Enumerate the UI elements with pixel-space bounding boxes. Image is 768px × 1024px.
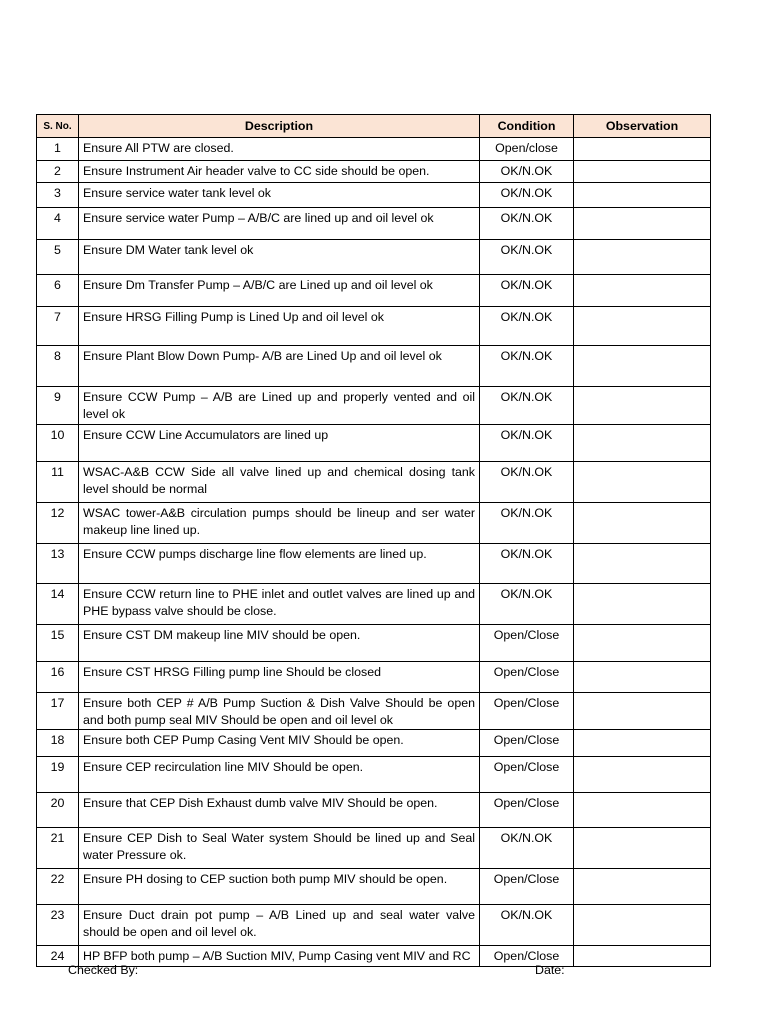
row-sno: 11 [37,462,79,503]
row-sno: 18 [37,730,79,757]
row-observation[interactable] [574,693,711,730]
table-row [37,346,711,387]
row-description: Ensure HRSG Filling Pump is Lined Up and oil level ok [79,307,480,346]
row-condition: OK/N.OK [480,275,574,307]
row-sno: 22 [37,869,79,905]
row-sno: 3 [37,183,79,208]
table-row [37,793,711,828]
row-observation[interactable] [574,869,711,905]
row-condition: OK/N.OK [480,544,574,584]
row-sno: 7 [37,307,79,346]
row-observation[interactable] [574,946,711,967]
row-sno: 4 [37,208,79,240]
row-description: WSAC tower-A&B circulation pumps should be lineup and ser water makeup line lined up. [79,503,480,544]
row-sno: 13 [37,544,79,584]
table-row [37,161,711,183]
row-description: Ensure CCW Pump – A/B are Lined up and properly vented and oil level ok [79,387,480,425]
table-row [37,462,711,503]
row-sno: 16 [37,662,79,693]
row-description: Ensure service water Pump – A/B/C are lined up and oil level ok [79,208,480,240]
row-condition: OK/N.OK [480,346,574,387]
row-sno: 10 [37,425,79,462]
row-sno: 5 [37,240,79,275]
row-sno: 15 [37,625,79,662]
row-description: Ensure CST HRSG Filling pump line Should be closed [79,662,480,693]
table-row [37,138,711,161]
row-observation[interactable] [574,905,711,946]
row-condition: OK/N.OK [480,208,574,240]
row-description: Ensure Plant Blow Down Pump- A/B are Lined Up and oil level ok [79,346,480,387]
row-description: Ensure CCW Line Accumulators are lined up [79,425,480,462]
table-row [37,869,711,905]
table-row [37,905,711,946]
row-condition: OK/N.OK [480,387,574,425]
row-condition: OK/N.OK [480,462,574,503]
row-sno: 24 [37,946,79,967]
row-condition: Open/Close [480,946,574,967]
checklist-table [36,114,711,967]
row-observation[interactable] [574,584,711,625]
row-observation[interactable] [574,625,711,662]
row-description: WSAC-A&B CCW Side all valve lined up and chemical dosing tank level should be normal [79,462,480,503]
row-condition: Open/Close [480,662,574,693]
row-description: Ensure CCW pumps discharge line flow elements are lined up. [79,544,480,584]
row-observation[interactable] [574,161,711,183]
row-observation[interactable] [574,208,711,240]
row-sno: 6 [37,275,79,307]
row-description: Ensure CEP Dish to Seal Water system Should be lined up and Seal water Pressure ok. [79,828,480,869]
row-description: Ensure Instrument Air header valve to CC side should be open. [79,161,480,183]
row-observation[interactable] [574,503,711,544]
row-description: Ensure CEP recirculation line MIV Should be open. [79,757,480,793]
row-sno: 14 [37,584,79,625]
table-row [37,183,711,208]
row-observation[interactable] [574,275,711,307]
row-description: Ensure All PTW are closed. [79,138,480,161]
row-condition: Open/Close [480,757,574,793]
row-observation[interactable] [574,757,711,793]
row-description: Ensure CST DM makeup line MIV should be open. [79,625,480,662]
header-condition: Condition [480,115,574,138]
row-description: HP BFP both pump – A/B Suction MIV, Pump Casing vent MIV and RC [79,946,480,967]
row-observation[interactable] [574,240,711,275]
table-row [37,730,711,757]
row-description: Ensure Dm Transfer Pump – A/B/C are Lined up and oil level ok [79,275,480,307]
row-condition: Open/Close [480,869,574,905]
table-row [37,503,711,544]
row-description: Ensure DM Water tank level ok [79,240,480,275]
row-observation[interactable] [574,730,711,757]
header-description: Description [79,115,480,138]
row-condition: Open/Close [480,793,574,828]
checked-by-label: Checked By: [68,963,139,977]
row-sno: 12 [37,503,79,544]
row-sno: 19 [37,757,79,793]
row-observation[interactable] [574,544,711,584]
table-row [37,208,711,240]
row-condition: OK/N.OK [480,905,574,946]
row-condition: Open/Close [480,693,574,730]
row-condition: OK/N.OK [480,183,574,208]
table-row [37,757,711,793]
row-observation[interactable] [574,307,711,346]
date-label: Date: [535,963,565,977]
row-description: Ensure PH dosing to CEP suction both pump MIV should be open. [79,869,480,905]
row-sno: 21 [37,828,79,869]
row-condition: Open/Close [480,625,574,662]
table-row [37,240,711,275]
row-observation[interactable] [574,662,711,693]
row-observation[interactable] [574,462,711,503]
row-condition: OK/N.OK [480,307,574,346]
table-row [37,544,711,584]
row-description: Ensure Duct drain pot pump – A/B Lined up and seal water valve should be open and oil level ok. [79,905,480,946]
row-sno: 2 [37,161,79,183]
row-description: Ensure that CEP Dish Exhaust dumb valve MIV Should be open. [79,793,480,828]
row-observation[interactable] [574,387,711,425]
row-observation[interactable] [574,793,711,828]
row-condition: OK/N.OK [480,503,574,544]
row-description: Ensure both CEP # A/B Pump Suction & Dish Valve Should be open and both pump seal MIV Should be open and oil level ok [79,693,480,730]
row-condition: OK/N.OK [480,161,574,183]
table-row [37,275,711,307]
table-header-row [37,115,711,138]
row-condition: OK/N.OK [480,828,574,869]
row-sno: 20 [37,793,79,828]
row-condition: OK/N.OK [480,425,574,462]
row-sno: 1 [37,138,79,161]
header-observation: Observation [574,115,711,138]
row-sno: 17 [37,693,79,730]
table-row [37,425,711,462]
table-row [37,584,711,625]
header-sno: S. No. [37,115,79,138]
row-description: Ensure CCW return line to PHE inlet and outlet valves are lined up and PHE bypass valve should be close. [79,584,480,625]
table-row [37,307,711,346]
row-condition: OK/N.OK [480,240,574,275]
row-description: Ensure service water tank level ok [79,183,480,208]
row-sno: 9 [37,387,79,425]
row-observation[interactable] [574,138,711,161]
table-row [37,693,711,730]
table-row [37,828,711,869]
row-observation[interactable] [574,183,711,208]
row-observation[interactable] [574,425,711,462]
row-sno: 23 [37,905,79,946]
row-observation[interactable] [574,346,711,387]
table-row [37,625,711,662]
row-condition: Open/close [480,138,574,161]
row-condition: Open/Close [480,730,574,757]
table-row [37,662,711,693]
table-row [37,387,711,425]
row-description: Ensure both CEP Pump Casing Vent MIV Should be open. [79,730,480,757]
row-observation[interactable] [574,828,711,869]
row-sno: 8 [37,346,79,387]
row-condition: OK/N.OK [480,584,574,625]
